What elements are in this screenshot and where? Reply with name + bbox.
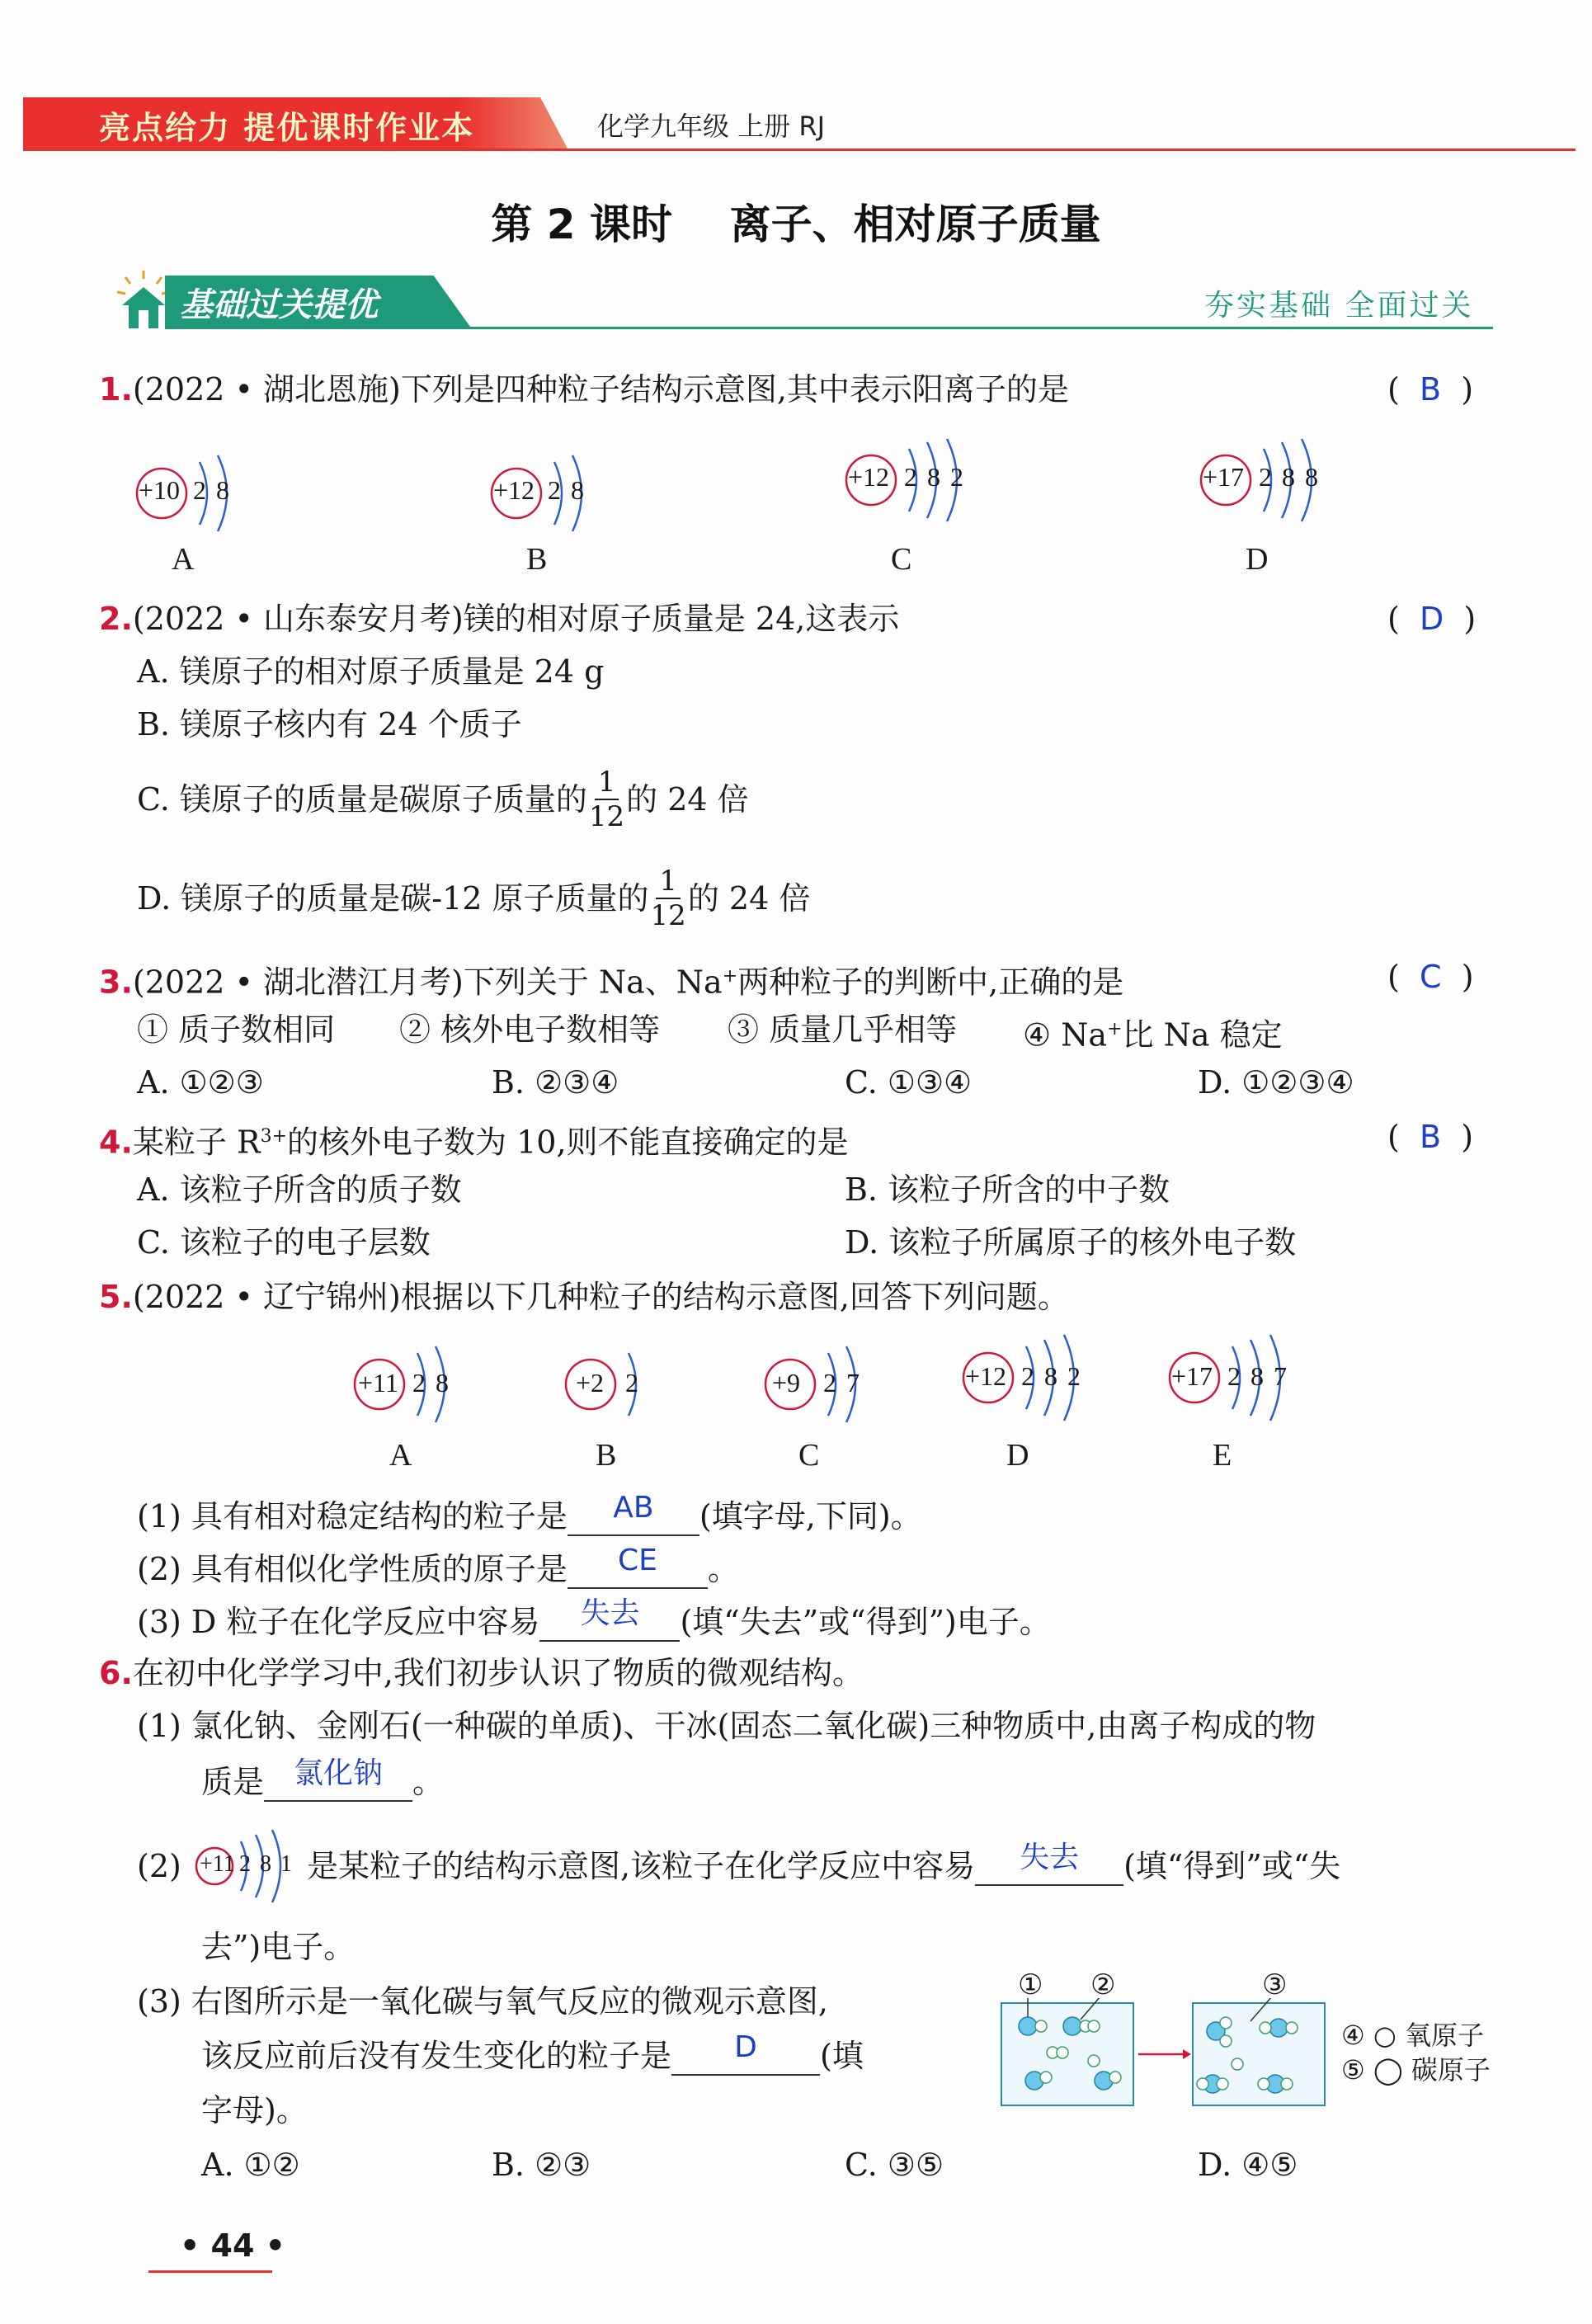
part-tail: 。 (707, 1551, 739, 1587)
page-number: • 44 • (180, 2227, 285, 2264)
atom-diagram (958, 1332, 1156, 1434)
question-number: 6. (99, 1655, 133, 1691)
option-b: B. ②③④ (492, 1064, 619, 1101)
option-b: B. ②③ (492, 2147, 591, 2183)
nucleus-charge: +12 (493, 475, 535, 505)
question-text: (2022 • 山东泰安月考)镁的相对原子质量是 24,这表示 (132, 601, 900, 637)
diagram-caption: C (891, 542, 912, 577)
option-c-text: C. 镁原子的质量是碳原子质量的 (137, 781, 587, 818)
answer-blank (539, 1596, 680, 1642)
question-6 (99, 1653, 864, 1693)
answer-q4: B (1419, 1119, 1442, 1155)
q5-part-1 (137, 1491, 922, 1536)
part-text: (3) D 粒子在化学反应中容易 (137, 1604, 540, 1640)
nucleus-charge: +2 (576, 1368, 605, 1398)
fraction-denominator: 12 (588, 800, 625, 833)
part-text: (1) 具有相对稳定结构的粒子是 (137, 1498, 568, 1534)
question-number: 3. (99, 964, 133, 1001)
question-text: (2022 • 辽宁锦州)根据以下几种粒子的结构示意图,回答下列问题。 (132, 1279, 1069, 1315)
superscript: + (722, 966, 738, 987)
question-number: 1. (99, 371, 133, 408)
part-tail: (填 (820, 2038, 864, 2074)
answer-blank (568, 1544, 708, 1589)
answer-text: 失去 (580, 1596, 640, 1630)
atom-diagram (132, 452, 297, 546)
question-text: (2022 • 湖北潜江月考)下列关于 Na、Na (132, 964, 723, 1001)
answer-bracket-2: ( D ) (1387, 601, 1477, 637)
diagram-caption: D (1006, 1438, 1029, 1473)
q6-part-2-label: (2) (137, 1848, 181, 1884)
option-d: D. 该粒子所属原子的核外电子数 (845, 1224, 1297, 1261)
nucleus-charge: +9 (772, 1368, 801, 1398)
diagram-caption: B (526, 542, 548, 577)
answer-q3: C (1419, 959, 1442, 995)
nucleus-charge: +10 (139, 475, 181, 505)
answer-q1: B (1419, 371, 1442, 408)
header-brand: 亮点给力 提优课时作业本 (99, 110, 475, 146)
shell-electrons: 2 8 (412, 1368, 450, 1398)
answer-bracket-1: ( B ) (1387, 371, 1474, 408)
atom-diagram (561, 1343, 685, 1437)
statement-3: ③ 质量几乎相等 (728, 1011, 958, 1048)
part-text: (2) 具有相似化学性质的原子是 (137, 1551, 568, 1587)
shell-electrons: 2 8 2 (904, 462, 965, 492)
atom-diagram (487, 452, 652, 546)
answer-bracket-3: ( C ) (1387, 959, 1474, 995)
option-d: D. ①②③④ (1198, 1064, 1354, 1101)
statement-4-text: ④ Na (1023, 1016, 1108, 1054)
answer-q2: D (1419, 601, 1444, 637)
option-c: C. ③⑤ (845, 2147, 944, 2183)
fraction (651, 865, 686, 932)
question-number: 2. (99, 601, 133, 637)
atom-diagram (841, 439, 1039, 533)
reaction-boxes (998, 1998, 1361, 2114)
question-3 (99, 957, 1123, 1002)
option-d: D. ④⑤ (1198, 2147, 1298, 2183)
option-c (137, 762, 749, 837)
nucleus-charge: +12 (965, 1361, 1007, 1391)
option-c-tail: 的 24 倍 (626, 781, 749, 818)
nucleus-charge: +11 (358, 1368, 398, 1398)
answer-blank (264, 1756, 412, 1802)
answer-bracket-4: ( B ) (1387, 1119, 1474, 1155)
fraction-denominator: 12 (650, 899, 686, 932)
header-rule (23, 148, 1576, 151)
answer-text: D (734, 2030, 757, 2064)
option-c: C. 该粒子的电子层数 (137, 1224, 431, 1261)
q6-part-1-line-1: (1) 氯化钠、金刚石(一种碳的单质)、干冰(固态二氧化碳)三种物质中,由离子构成的物 (137, 1708, 1316, 1744)
answer-blank (975, 1841, 1123, 1886)
answer-text: CE (617, 1544, 657, 1577)
atom-diagram (761, 1343, 926, 1437)
diagram-caption: D (1246, 542, 1269, 577)
option-d (137, 861, 810, 936)
shell-electrons: 2 8 7 (1227, 1361, 1288, 1391)
answer-blank (568, 1491, 699, 1536)
statement-4 (1023, 1010, 1283, 1055)
question-text: (2022 • 湖北恩施)下列是四种粒子结构示意图,其中表示阳离子的是 (132, 371, 1069, 408)
atom-diagram (1165, 1332, 1363, 1434)
question-4 (99, 1117, 849, 1162)
question-text-tail: 的核外电子数为 10,则不能直接确定的是 (287, 1124, 849, 1161)
diagram-caption: A (172, 542, 195, 577)
part-tail: (填“得到”或“失 (1123, 1848, 1341, 1884)
question-1 (99, 370, 1069, 409)
part-tail: 。 (412, 1764, 445, 1800)
option-b: B. 该粒子所含的中子数 (845, 1171, 1170, 1208)
header-subject: 化学九年级 上册 RJ (597, 111, 826, 142)
q6-part-3-line-1: (3) 右图所示是一氧化碳与氧气反应的微观示意图, (137, 1983, 828, 2020)
question-text: 在初中化学学习中,我们初步认识了物质的微观结构。 (132, 1655, 864, 1691)
shell-electrons: 2 8 8 (1259, 462, 1320, 492)
diagram-caption: E (1213, 1438, 1232, 1473)
q6-part-2-line-2: 去”)电子。 (201, 1929, 356, 1965)
section-motto: 夯实基础 全面过关 (1204, 289, 1474, 323)
part-text: 是某粒子的结构示意图,该粒子在化学反应中容易 (307, 1848, 976, 1884)
question-text: 某粒子 R (132, 1124, 261, 1161)
question-number: 5. (99, 1279, 133, 1315)
atom-diagram-inline (191, 1823, 307, 1909)
answer-text: 失去 (1020, 1841, 1080, 1874)
option-a: A. ①②③ (137, 1064, 264, 1101)
shell-electrons: 2 7 (823, 1368, 861, 1398)
option-d-text: D. 镁原子的质量是碳-12 原子质量的 (137, 880, 649, 917)
part-tail: (填字母,下同)。 (699, 1498, 922, 1534)
shell-electrons: 2 8 2 (1021, 1361, 1082, 1391)
statement-4-tail: 比 Na 稳定 (1122, 1016, 1283, 1054)
superscript: + (1107, 1019, 1123, 1039)
answer-text: 氯化钠 (294, 1756, 384, 1790)
diagram-caption: C (798, 1438, 820, 1473)
option-b: B. 镁原子核内有 24 个质子 (137, 706, 522, 742)
fraction (589, 766, 624, 833)
section-rule (165, 327, 1493, 329)
lesson-title: 第 2 课时 离子、相对原子质量 (491, 200, 1101, 248)
diagram-label-2: ② (1090, 1970, 1116, 2001)
nucleus-charge: +11 (200, 1851, 235, 1877)
shell-electrons: 2 8 (548, 475, 586, 505)
diagram-caption: B (596, 1438, 617, 1473)
diagram-label-1: ① (1018, 1970, 1043, 2001)
legend-carbon: ⑤ ◯ 碳原子 (1341, 2054, 1491, 2086)
nucleus-charge: +17 (1203, 462, 1245, 492)
answer-text: AB (613, 1491, 654, 1525)
statement-1: ① 质子数相同 (137, 1011, 336, 1048)
atom-diagram (350, 1343, 515, 1437)
shell-electrons: 2 8 (193, 475, 231, 505)
nucleus-charge: +17 (1171, 1361, 1213, 1391)
reaction-diagram (998, 1968, 1559, 2117)
fraction-numerator: 1 (656, 865, 681, 899)
answer-blank (671, 2030, 820, 2076)
diagram-label-3: ③ (1262, 1970, 1288, 2001)
q6-part-1-line-2 (201, 1756, 445, 1802)
part-text: 质是 (201, 1764, 265, 1800)
shell-electrons: 2 8 1 (239, 1851, 294, 1877)
part-tail: (填“失去”或“得到”)电子。 (680, 1604, 1051, 1640)
statement-2: ② 核外电子数相等 (399, 1011, 661, 1048)
option-a: A. 该粒子所含的质子数 (137, 1171, 462, 1208)
option-a: A. ①② (201, 2147, 300, 2183)
nucleus-charge: +12 (848, 462, 890, 492)
question-5 (99, 1277, 1069, 1317)
diagram-caption: A (389, 1438, 412, 1473)
question-2 (99, 599, 899, 639)
option-d-tail: 的 24 倍 (687, 880, 811, 917)
page-number-rule (148, 2270, 272, 2273)
option-a: A. 镁原子的相对原子质量是 24 g (137, 653, 605, 690)
q6-part-3-line-2 (201, 2030, 864, 2076)
fraction-numerator: 1 (595, 766, 619, 800)
atom-diagram (1196, 439, 1394, 533)
q6-part-3-line-3: 字母)。 (201, 2092, 308, 2128)
option-c: C. ①③④ (845, 1064, 973, 1101)
shell-electrons: 2 (625, 1368, 638, 1398)
legend-oxygen: ④ ○ 氧原子 (1341, 2020, 1484, 2051)
question-text-tail: 两种粒子的判断中,正确的是 (737, 964, 1124, 1001)
q5-part-3 (137, 1596, 1051, 1642)
superscript: 3+ (260, 1126, 288, 1147)
question-number: 4. (99, 1124, 133, 1161)
section-label: 基础过关提优 (180, 286, 378, 324)
part-text: 该反应前后没有发生变化的粒子是 (201, 2038, 672, 2074)
q6-part-2-line-1 (307, 1841, 1341, 1886)
q5-part-2 (137, 1544, 739, 1589)
